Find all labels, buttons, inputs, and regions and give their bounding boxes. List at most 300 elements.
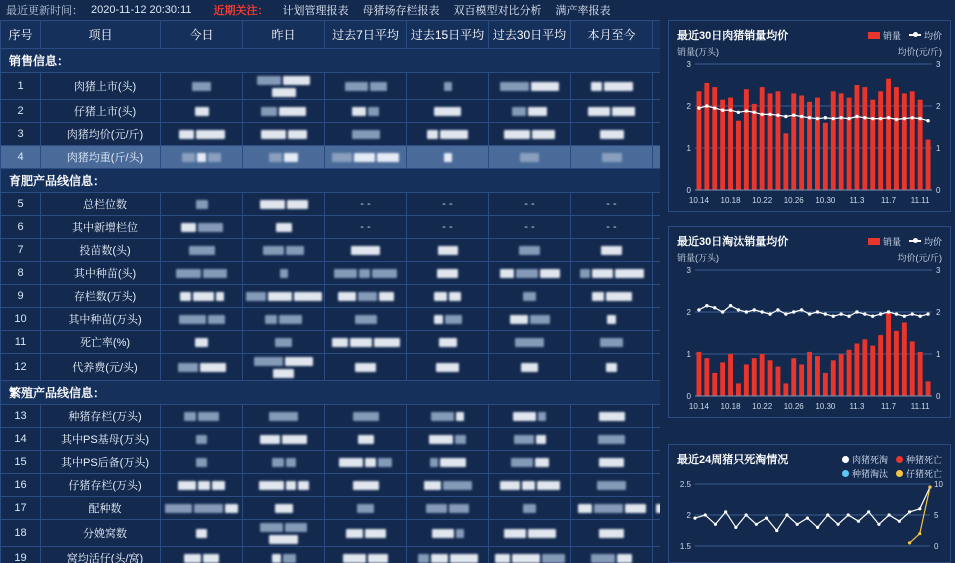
legend-volume-label-2: 销量 [882, 236, 901, 247]
row-value-cell [243, 308, 325, 331]
row-value-cell [571, 100, 653, 123]
row-value-cell [325, 146, 407, 169]
update-timestamp: 2020-11-12 20:30:11 [91, 4, 192, 16]
row-value-cell [571, 285, 653, 308]
row-value-cell [161, 428, 243, 451]
svg-text:0: 0 [936, 392, 941, 401]
legend-fattening-label: 肉猪死淘 [851, 454, 888, 465]
table-row[interactable] [1, 262, 661, 285]
table-section-title: 繁殖产品线信息： [1, 381, 661, 405]
row-value-cell [243, 100, 325, 123]
row-item-name: 种猪存栏(万头) [41, 405, 161, 428]
row-value-cell [653, 285, 661, 308]
row-value-cell [325, 405, 407, 428]
col-avg15: 过去15日平均 [407, 21, 489, 49]
row-value-cell [489, 262, 571, 285]
row-value-cell [325, 308, 407, 331]
row-value-cell [489, 474, 571, 497]
row-value-cell [489, 239, 571, 262]
legend-volume-label: 销量 [882, 30, 901, 41]
svg-text:10.14: 10.14 [688, 196, 709, 205]
table-row[interactable] [1, 239, 661, 262]
svg-text:3: 3 [936, 60, 941, 69]
metrics-table [0, 20, 660, 563]
svg-text:5: 5 [934, 511, 939, 520]
row-value-cell [407, 354, 489, 381]
row-value-cell: - - [571, 193, 653, 216]
row-value-cell [243, 451, 325, 474]
row-value-cell [161, 262, 243, 285]
row-value-cell [407, 474, 489, 497]
svg-text:0: 0 [686, 392, 691, 401]
row-index: 5 [1, 193, 41, 216]
row-value-cell [653, 451, 661, 474]
chart1-ylabel: 销量(万头) [677, 47, 719, 57]
svg-text:2: 2 [686, 102, 691, 111]
row-value-cell [407, 285, 489, 308]
table-section-title: 育肥产品线信息： [1, 169, 661, 193]
row-value-cell [243, 216, 325, 239]
row-value-cell [571, 428, 653, 451]
chart2-title: 最近30日淘汰销量均价 [677, 236, 789, 248]
row-value-cell [653, 354, 661, 381]
table-row[interactable] [1, 547, 661, 563]
svg-text:11.3: 11.3 [849, 402, 865, 411]
row-value-cell [161, 216, 243, 239]
row-value-cell [489, 451, 571, 474]
legend-fattening-death[interactable] [842, 453, 888, 466]
col-item: 项目 [41, 21, 161, 49]
row-value-cell [243, 73, 325, 100]
row-value-cell [653, 216, 661, 239]
svg-text:2: 2 [936, 308, 941, 317]
row-value-cell [653, 497, 661, 520]
row-value-cell [407, 520, 489, 547]
row-item-name: 窝均活仔(头/窝) [41, 547, 161, 563]
row-value-cell [653, 73, 661, 100]
link-sow-inventory-report[interactable]: 母猪场存栏报表 [362, 5, 440, 17]
table-header-row [1, 21, 661, 49]
row-value-cell [161, 146, 243, 169]
row-value-cell [325, 428, 407, 451]
row-value-cell [325, 73, 407, 100]
row-value-cell [571, 239, 653, 262]
row-value-cell [243, 239, 325, 262]
row-value-cell [489, 520, 571, 547]
col-yesterday: 昨日 [243, 21, 325, 49]
row-value-cell [325, 123, 407, 146]
table-row[interactable] [1, 474, 661, 497]
row-value-cell [407, 547, 489, 563]
svg-text:2.5: 2.5 [679, 480, 691, 489]
row-item-name: 其中种苗(万头) [41, 308, 161, 331]
row-value-cell [653, 428, 661, 451]
svg-text:3: 3 [936, 266, 941, 275]
row-value-cell [243, 193, 325, 216]
row-index: 4 [1, 146, 41, 169]
row-value-cell [489, 331, 571, 354]
col-month-to-date: 本月至今 [571, 21, 653, 49]
row-value-cell [571, 520, 653, 547]
legend-volume[interactable] [868, 29, 901, 42]
row-value-cell [653, 262, 661, 285]
chart3-header [669, 445, 950, 469]
row-value-cell [407, 451, 489, 474]
row-value-cell [325, 331, 407, 354]
svg-text:3: 3 [686, 60, 691, 69]
row-value-cell [243, 285, 325, 308]
row-index: 7 [1, 239, 41, 262]
row-index: 3 [1, 123, 41, 146]
row-value-cell [243, 428, 325, 451]
chart2-legend[interactable] [868, 235, 942, 248]
chart2-ylabel: 销量(万头) [677, 253, 719, 263]
row-item-name: 其中PS后备(万头) [41, 451, 161, 474]
row-value-cell [325, 520, 407, 547]
row-value-cell [407, 100, 489, 123]
table-row[interactable] [1, 308, 661, 331]
chart1-axis-titles [669, 45, 950, 58]
row-value-cell [243, 497, 325, 520]
row-index: 8 [1, 262, 41, 285]
row-value-cell [325, 262, 407, 285]
chart3-title: 最近24周猪只死淘情况 [677, 454, 789, 466]
svg-text:1.5: 1.5 [679, 542, 691, 551]
row-index: 11 [1, 331, 41, 354]
chart3-legend-row2[interactable] [669, 467, 950, 480]
row-value-cell [489, 308, 571, 331]
row-value-cell [161, 354, 243, 381]
row-index: 13 [1, 405, 41, 428]
row-value-cell [325, 474, 407, 497]
row-value-cell [653, 239, 661, 262]
row-value-cell [161, 520, 243, 547]
table-section-header [1, 169, 661, 193]
row-value-cell [489, 285, 571, 308]
table-row[interactable] [1, 520, 661, 547]
row-item-name: 其中PS基母(万头) [41, 428, 161, 451]
svg-text:10.18: 10.18 [720, 196, 741, 205]
svg-text:10.14: 10.14 [688, 402, 709, 411]
row-item-name: 肉猪均价(元/斤) [41, 123, 161, 146]
row-value-cell [161, 308, 243, 331]
legend-piglet-death-label: 仔猪死亡 [905, 469, 942, 479]
dot-yellow-icon [896, 470, 903, 477]
row-value-cell [243, 405, 325, 428]
row-value-cell [571, 262, 653, 285]
update-time-label: 最近更新时间： [6, 5, 83, 17]
row-value-cell [325, 497, 407, 520]
line-swatch-icon [909, 240, 921, 242]
row-value-cell [571, 405, 653, 428]
row-value-cell [407, 239, 489, 262]
row-value-cell [161, 405, 243, 428]
row-index: 19 [1, 547, 41, 563]
chart2-ylabel-right: 均价(元/斤) [897, 253, 942, 263]
row-index: 6 [1, 216, 41, 239]
dot-red-icon [896, 456, 903, 463]
chart2-plot [669, 264, 952, 414]
row-item-name: 仔猪上市(头) [41, 100, 161, 123]
row-value-cell [571, 73, 653, 100]
chart2-axis-titles [669, 251, 950, 264]
row-value-cell [571, 354, 653, 381]
chart-card-pig-sales[interactable] [668, 20, 951, 212]
row-value-cell [325, 354, 407, 381]
row-value-cell [653, 146, 661, 169]
row-value-cell [325, 547, 407, 563]
row-value-cell: - - [489, 193, 571, 216]
row-value-cell [243, 520, 325, 547]
row-index: 1 [1, 73, 41, 100]
chart-card-cull-sales[interactable] [668, 226, 951, 418]
row-value-cell [489, 497, 571, 520]
svg-text:0: 0 [936, 186, 941, 195]
legend-breeder-death[interactable] [896, 453, 942, 466]
row-value-cell [243, 354, 325, 381]
row-value-cell [653, 100, 661, 123]
row-value-cell [489, 428, 571, 451]
legend-breeder-cull-label: 种猪淘汰 [851, 469, 888, 479]
row-value-cell [325, 100, 407, 123]
row-index: 15 [1, 451, 41, 474]
row-value-cell [653, 123, 661, 146]
row-value-cell [489, 123, 571, 146]
row-value-cell [243, 123, 325, 146]
col-avg7: 过去7日平均 [325, 21, 407, 49]
svg-text:1: 1 [936, 144, 941, 153]
row-index: 17 [1, 497, 41, 520]
row-item-name: 配种数 [41, 497, 161, 520]
table-row[interactable] [1, 331, 661, 354]
row-index: 9 [1, 285, 41, 308]
svg-text:0: 0 [686, 186, 691, 195]
svg-text:10.18: 10.18 [720, 402, 741, 411]
row-value-cell [653, 547, 661, 563]
row-index: 16 [1, 474, 41, 497]
legend-price-2[interactable] [909, 235, 942, 248]
svg-text:0: 0 [934, 542, 939, 551]
line-swatch-icon [909, 34, 921, 36]
chart3-legend[interactable] [842, 453, 942, 466]
table-row[interactable] [1, 216, 661, 239]
row-value-cell [571, 547, 653, 563]
row-value-cell [489, 405, 571, 428]
row-value-cell [653, 308, 661, 331]
row-value-cell [161, 123, 243, 146]
table-row[interactable] [1, 405, 661, 428]
svg-text:10: 10 [934, 480, 943, 489]
row-index: 14 [1, 428, 41, 451]
row-value-cell [407, 123, 489, 146]
svg-text:11.3: 11.3 [849, 196, 865, 205]
legend-volume-2[interactable] [868, 235, 901, 248]
row-value-cell [653, 474, 661, 497]
row-item-name: 存栏数(万头) [41, 285, 161, 308]
legend-price-label-2: 均价 [923, 236, 942, 247]
svg-text:10.22: 10.22 [752, 402, 773, 411]
chart-card-mortality[interactable] [668, 444, 951, 563]
row-value-cell [653, 331, 661, 354]
svg-text:10.22: 10.22 [752, 196, 773, 205]
col-today: 今日 [161, 21, 243, 49]
svg-text:1: 1 [686, 144, 691, 153]
table-row[interactable] [1, 285, 661, 308]
table-section-header [1, 381, 661, 405]
table-row[interactable] [1, 451, 661, 474]
svg-text:2: 2 [686, 511, 691, 520]
legend-price[interactable] [909, 29, 942, 42]
svg-text:11.7: 11.7 [881, 196, 897, 205]
row-value-cell [407, 73, 489, 100]
row-value-cell [161, 239, 243, 262]
table-row[interactable] [1, 193, 661, 216]
link-model-comparison[interactable]: 双百模型对比分析 [453, 5, 542, 17]
row-value-cell [243, 262, 325, 285]
row-index: 2 [1, 100, 41, 123]
chart1-legend[interactable] [868, 29, 942, 42]
row-value-cell [407, 405, 489, 428]
svg-text:11.11: 11.11 [910, 196, 930, 205]
row-value-cell [243, 331, 325, 354]
row-item-name: 其中新增栏位 [41, 216, 161, 239]
row-value-cell: - - [407, 216, 489, 239]
svg-text:10.26: 10.26 [783, 402, 804, 411]
chart3-plot [669, 480, 952, 552]
legend-breeder-cull[interactable] [842, 467, 888, 480]
svg-text:1: 1 [936, 350, 941, 359]
legend-breeder-death-label: 种猪死亡 [905, 454, 942, 465]
chart1-ylabel-right: 均价(元/斤) [897, 47, 942, 57]
table-row[interactable] [1, 100, 661, 123]
row-value-cell [243, 146, 325, 169]
svg-text:11.7: 11.7 [881, 402, 897, 411]
top-status-bar [0, 0, 955, 20]
legend-price-label: 均价 [923, 30, 942, 41]
dot-white-icon [842, 456, 849, 463]
row-index: 18 [1, 520, 41, 547]
bar-swatch-icon [868, 238, 880, 245]
row-value-cell [407, 331, 489, 354]
row-item-name: 肉猪上市(头) [41, 73, 161, 100]
row-value-cell [571, 123, 653, 146]
legend-piglet-death[interactable] [896, 467, 942, 480]
row-value-cell [571, 331, 653, 354]
row-value-cell [571, 474, 653, 497]
table-section-header [1, 49, 661, 73]
row-value-cell [325, 239, 407, 262]
metrics-table-panel[interactable] [0, 20, 660, 563]
row-value-cell [571, 146, 653, 169]
row-value-cell: - - [325, 193, 407, 216]
chart1-title: 最近30日肉猪销量均价 [677, 30, 789, 42]
row-value-cell [571, 308, 653, 331]
row-value-cell [325, 451, 407, 474]
table-row[interactable] [1, 497, 661, 520]
bar-swatch-icon [868, 32, 880, 39]
col-index: 序号 [1, 21, 41, 49]
col-avg30: 过去30日平均 [489, 21, 571, 49]
row-item-name: 分娩窝数 [41, 520, 161, 547]
row-item-name: 肉猪均重(斤/头) [41, 146, 161, 169]
focus-label: 近期关注： [213, 5, 269, 17]
row-value-cell [489, 146, 571, 169]
chart1-header [669, 21, 950, 45]
row-value-cell: - - [325, 216, 407, 239]
row-item-name: 仔猪存栏(万头) [41, 474, 161, 497]
row-value-cell [161, 193, 243, 216]
table-row[interactable] [1, 354, 661, 381]
row-value-cell [161, 331, 243, 354]
row-value-cell [653, 405, 661, 428]
row-value-cell [407, 497, 489, 520]
row-value-cell [161, 474, 243, 497]
row-value-cell [407, 308, 489, 331]
chart2-header [669, 227, 950, 251]
row-value-cell [407, 428, 489, 451]
row-value-cell [407, 262, 489, 285]
svg-text:10.26: 10.26 [783, 196, 804, 205]
svg-text:10.30: 10.30 [815, 196, 836, 205]
row-value-cell [243, 547, 325, 563]
row-value-cell [489, 547, 571, 563]
table-row[interactable] [1, 428, 661, 451]
row-item-name: 代养费(元/头) [41, 354, 161, 381]
row-value-cell: - - [489, 216, 571, 239]
chart1-plot [669, 58, 952, 208]
row-item-name: 死亡率(%) [41, 331, 161, 354]
row-value-cell [161, 451, 243, 474]
svg-text:11.11: 11.11 [910, 402, 930, 411]
row-value-cell: - - [407, 193, 489, 216]
row-value-cell [161, 73, 243, 100]
svg-text:3: 3 [686, 266, 691, 275]
row-item-name: 总栏位数 [41, 193, 161, 216]
row-value-cell [653, 520, 661, 547]
dot-blue-icon [842, 470, 849, 477]
table-row[interactable] [1, 123, 661, 146]
table-section-title: 销售信息： [1, 49, 661, 73]
row-index: 10 [1, 308, 41, 331]
col-year-to-date [653, 21, 661, 49]
row-item-name: 投苗数(头) [41, 239, 161, 262]
table-body [1, 49, 661, 563]
row-value-cell [489, 73, 571, 100]
row-value-cell [161, 100, 243, 123]
table-row[interactable] [1, 73, 661, 100]
table-row[interactable] [1, 146, 661, 169]
row-value-cell [407, 146, 489, 169]
row-value-cell [489, 100, 571, 123]
row-value-cell [161, 285, 243, 308]
svg-text:1: 1 [686, 350, 691, 359]
row-value-cell [571, 451, 653, 474]
row-value-cell [653, 193, 661, 216]
row-value-cell [161, 547, 243, 563]
svg-text:10.30: 10.30 [815, 402, 836, 411]
svg-text:2: 2 [686, 308, 691, 317]
row-value-cell [571, 497, 653, 520]
row-value-cell [325, 285, 407, 308]
link-plan-report[interactable]: 计划管理报表 [282, 5, 349, 17]
svg-text:2: 2 [936, 102, 941, 111]
row-index: 12 [1, 354, 41, 381]
row-value-cell [161, 497, 243, 520]
row-value-cell [243, 474, 325, 497]
link-capacity-report[interactable]: 满产率报表 [555, 5, 611, 17]
row-value-cell [489, 354, 571, 381]
row-item-name: 其中种苗(头) [41, 262, 161, 285]
